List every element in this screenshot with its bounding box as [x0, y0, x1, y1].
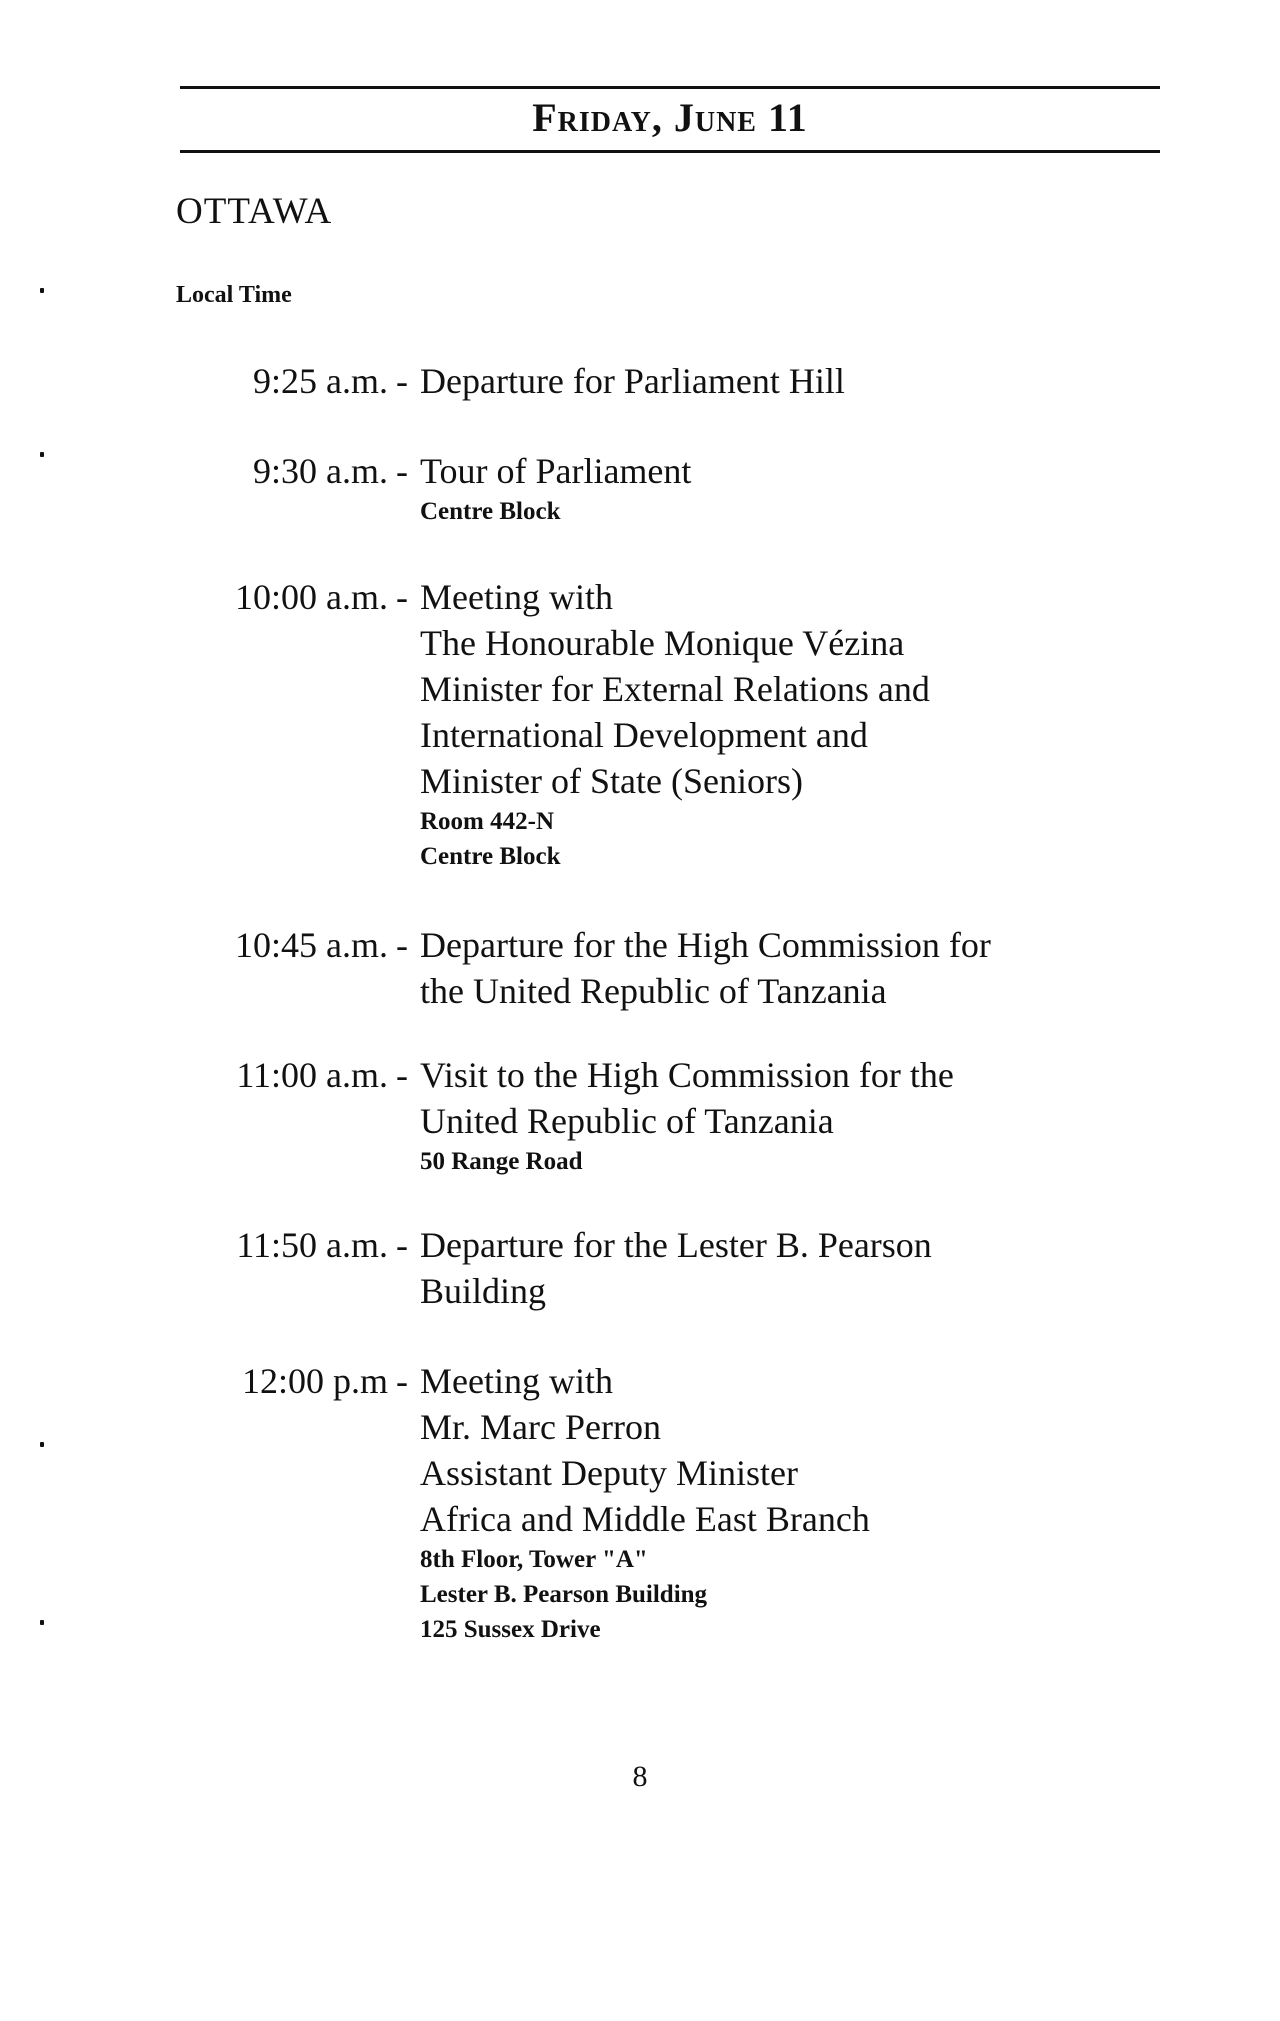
margin-mark: [40, 1620, 44, 1625]
entry-line: United Republic of Tanzania: [420, 1101, 834, 1141]
time-zone-label: Local Time: [176, 282, 292, 308]
entry-line: Departure for the High Commission for: [420, 925, 991, 965]
header-top-rule: [180, 86, 1160, 89]
header-bottom-rule: [180, 150, 1160, 153]
entry-location: Centre Block: [420, 498, 561, 525]
entry-location: Room 442-N: [420, 808, 555, 835]
entry-line: the United Republic of Tanzania: [420, 971, 887, 1011]
entry-location: Lester B. Pearson Building: [420, 1581, 708, 1608]
entry-line: Africa and Middle East Branch: [420, 1499, 870, 1539]
entry-body: [420, 448, 1160, 529]
entry-body: [420, 1052, 1160, 1179]
entry-location: 50 Range Road: [420, 1148, 583, 1175]
entry-body: [420, 358, 1160, 404]
entry-dash: -: [396, 1361, 408, 1401]
margin-mark: [40, 452, 44, 457]
entry-location: 8th Floor, Tower "A": [420, 1546, 648, 1573]
entry-line: Minister for External Relations and: [420, 669, 930, 709]
entry-body: [420, 922, 1160, 1014]
entry-time: 11:50 a.m.: [236, 1225, 388, 1265]
entry-body: [420, 1358, 1160, 1647]
entry-location: 125 Sussex Drive: [420, 1616, 601, 1643]
entry-line: Departure for the Lester B. Pearson: [420, 1225, 932, 1265]
entry-line: Meeting with: [420, 577, 613, 617]
entry-time: 12:00 p.m: [241, 1361, 388, 1401]
entry-body: [420, 1222, 1160, 1314]
entry-body: [420, 574, 1160, 874]
margin-mark: [40, 288, 44, 293]
entry-time: 10:45 a.m.: [235, 925, 388, 965]
entry-line: Assistant Deputy Minister: [420, 1453, 798, 1493]
entry-line: Visit to the High Commission for the: [420, 1055, 954, 1095]
entry-dash: -: [396, 577, 408, 617]
margin-mark: [40, 1442, 44, 1447]
entry-dash: -: [396, 1055, 408, 1095]
day-heading: Friday, June 11: [532, 95, 808, 140]
entry-line: Meeting with: [420, 1361, 613, 1401]
entry-line: Departure for Parliament Hill: [420, 361, 845, 401]
page-number: 8: [632, 1760, 648, 1793]
entry-line: Minister of State (Seniors): [420, 761, 803, 801]
entry-time: 10:00 a.m.: [235, 577, 388, 617]
entry-line: Building: [420, 1271, 547, 1311]
entry-time: 9:30 a.m.: [253, 451, 388, 491]
entry-dash: -: [396, 1225, 408, 1265]
entry-location: Centre Block: [420, 843, 561, 870]
entry-dash: -: [396, 361, 408, 401]
entry-dash: -: [396, 451, 408, 491]
city-heading: OTTAWA: [176, 191, 333, 232]
entry-time: 9:25 a.m.: [253, 361, 388, 401]
entry-line: The Honourable Monique Vézina: [420, 623, 905, 663]
entry-line: Tour of Parliament: [420, 451, 692, 491]
entry-line: Mr. Marc Perron: [420, 1407, 661, 1447]
entry-time: 11:00 a.m.: [236, 1055, 388, 1095]
entry-line: International Development and: [420, 715, 868, 755]
entry-dash: -: [396, 925, 408, 965]
